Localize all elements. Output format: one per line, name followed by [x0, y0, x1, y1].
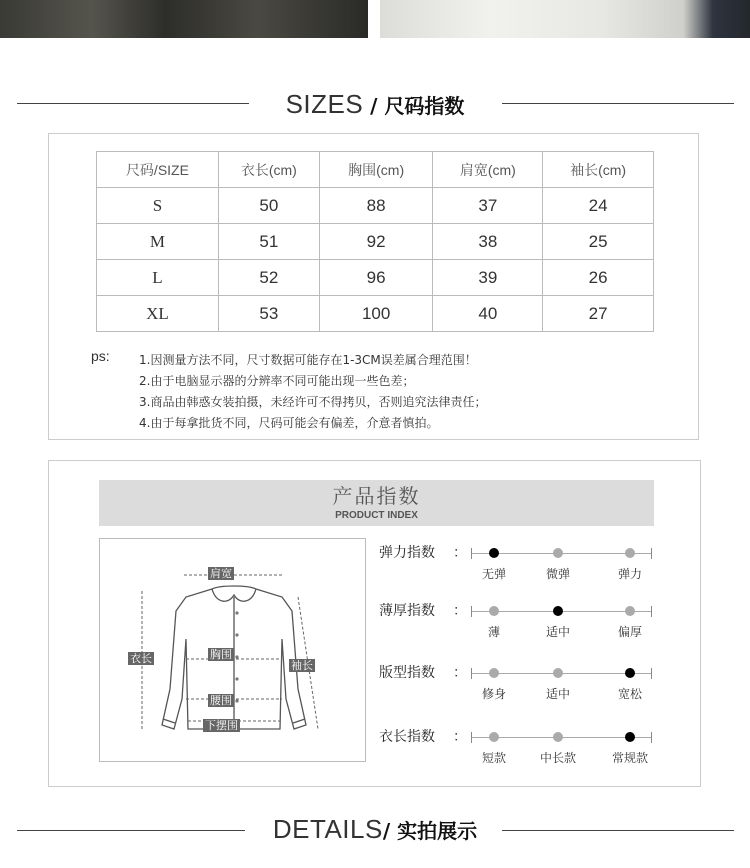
cell-length: 52	[218, 260, 319, 296]
table-row	[97, 224, 654, 260]
cell-size: XL	[97, 296, 219, 332]
product-index-title: 产品指数	[332, 484, 421, 508]
index-dot	[625, 668, 635, 678]
label-hem: 下摆围	[205, 719, 238, 732]
cell-shoulder: 37	[433, 188, 543, 224]
table-row	[97, 260, 654, 296]
index-option: 适中	[545, 687, 570, 701]
index-option: 弹力	[617, 567, 642, 581]
cell-chest: 100	[319, 296, 433, 332]
index-option: 微弹	[545, 567, 570, 581]
index-option: 宽松	[617, 687, 642, 701]
size-table	[96, 151, 654, 332]
header-sleeve: 袖长(cm)	[543, 152, 654, 188]
sizes-heading-zh: 尺码指数	[384, 94, 465, 118]
index-dot	[553, 668, 563, 678]
index-dot	[553, 732, 563, 742]
cell-chest: 96	[319, 260, 433, 296]
index-row-thickness: 薄厚指数 ： 薄 适中 偏厚	[379, 601, 659, 641]
label-shoulder: 肩宽	[210, 567, 232, 580]
cell-size: M	[97, 224, 219, 260]
index-option: 修身	[481, 687, 506, 701]
index-dot	[489, 732, 499, 742]
index-row-elasticity: 弹力指数 ： 无弹 微弹 弹力	[379, 543, 659, 583]
table-row	[97, 188, 654, 224]
index-label: 薄厚指数	[379, 603, 435, 619]
cell-size: L	[97, 260, 219, 296]
index-option: 无弹	[481, 567, 506, 581]
header-length: 衣长(cm)	[218, 152, 319, 188]
size-table-header-row	[97, 152, 654, 188]
cell-sleeve: 27	[543, 296, 654, 332]
index-dot	[625, 548, 635, 558]
header-size: 尺码/SIZE	[97, 152, 219, 188]
notes-prefix: ps:	[91, 348, 110, 364]
details-heading-zh: 实拍展示	[397, 819, 478, 843]
sizes-heading	[0, 84, 750, 124]
details-heading	[0, 809, 750, 849]
index-dot	[553, 548, 563, 558]
details-heading-sep: /	[382, 819, 398, 843]
index-label: 弹力指数	[379, 545, 435, 561]
product-photo-left	[0, 0, 368, 38]
index-dot	[489, 668, 499, 678]
index-dot	[489, 606, 499, 616]
index-dot	[553, 606, 563, 616]
details-heading-en: DETAILS	[272, 814, 383, 844]
index-option: 偏厚	[617, 625, 642, 639]
table-row	[97, 296, 654, 332]
sizes-heading-en: SIZES	[285, 89, 364, 119]
header-shoulder: 肩宽(cm)	[433, 152, 543, 188]
index-row-fit: 版型指数 ： 修身 适中 宽松	[379, 663, 659, 703]
index-option: 适中	[545, 625, 570, 639]
cell-sleeve: 26	[543, 260, 654, 296]
index-label: 衣长指数	[379, 729, 435, 745]
label-waist: 腰围	[210, 694, 232, 707]
index-option: 短款	[481, 751, 506, 765]
index-dot	[489, 548, 499, 558]
garment-diagram	[99, 538, 366, 762]
index-label: 版型指数	[379, 665, 435, 681]
index-dot	[625, 732, 635, 742]
product-photo-right	[380, 0, 750, 38]
product-index-subtitle: PRODUCT INDEX	[335, 510, 418, 521]
product-index-panel	[48, 460, 701, 787]
product-index-banner	[99, 480, 654, 526]
index-row-length: 衣长指数 ： 短款 中长款 常规款	[379, 727, 659, 767]
size-chart-panel	[48, 133, 699, 440]
cell-chest: 88	[319, 188, 433, 224]
header-chest: 胸围(cm)	[319, 152, 433, 188]
index-option: 常规款	[611, 751, 648, 765]
note-item: 3.商品由韩惑女装拍摄，未经许可不得拷贝，否则追究法律责任；	[139, 395, 487, 409]
note-item: 1.因测量方法不同，尺寸数据可能存在1-3CM误差属合理范围！	[139, 353, 477, 367]
cell-shoulder: 39	[433, 260, 543, 296]
sizes-heading-sep: /	[363, 94, 385, 118]
cell-sleeve: 24	[543, 188, 654, 224]
cell-size: S	[97, 188, 219, 224]
cell-length: 50	[218, 188, 319, 224]
index-option: 中长款	[539, 751, 576, 765]
note-item: 2.由于电脑显示器的分辨率不同可能出现一些色差；	[139, 374, 415, 388]
cell-length: 53	[218, 296, 319, 332]
cell-sleeve: 25	[543, 224, 654, 260]
cell-shoulder: 40	[433, 296, 543, 332]
cell-shoulder: 38	[433, 224, 543, 260]
note-item: 4.由于每拿批货不同，尺码可能会有偏差，介意者慎拍。	[139, 416, 439, 430]
index-option: 薄	[487, 625, 500, 639]
label-length: 衣长	[130, 652, 152, 665]
cell-chest: 92	[319, 224, 433, 260]
cell-length: 51	[218, 224, 319, 260]
index-dot	[625, 606, 635, 616]
label-sleeve: 袖长	[291, 659, 313, 672]
label-chest: 胸围	[210, 648, 232, 661]
